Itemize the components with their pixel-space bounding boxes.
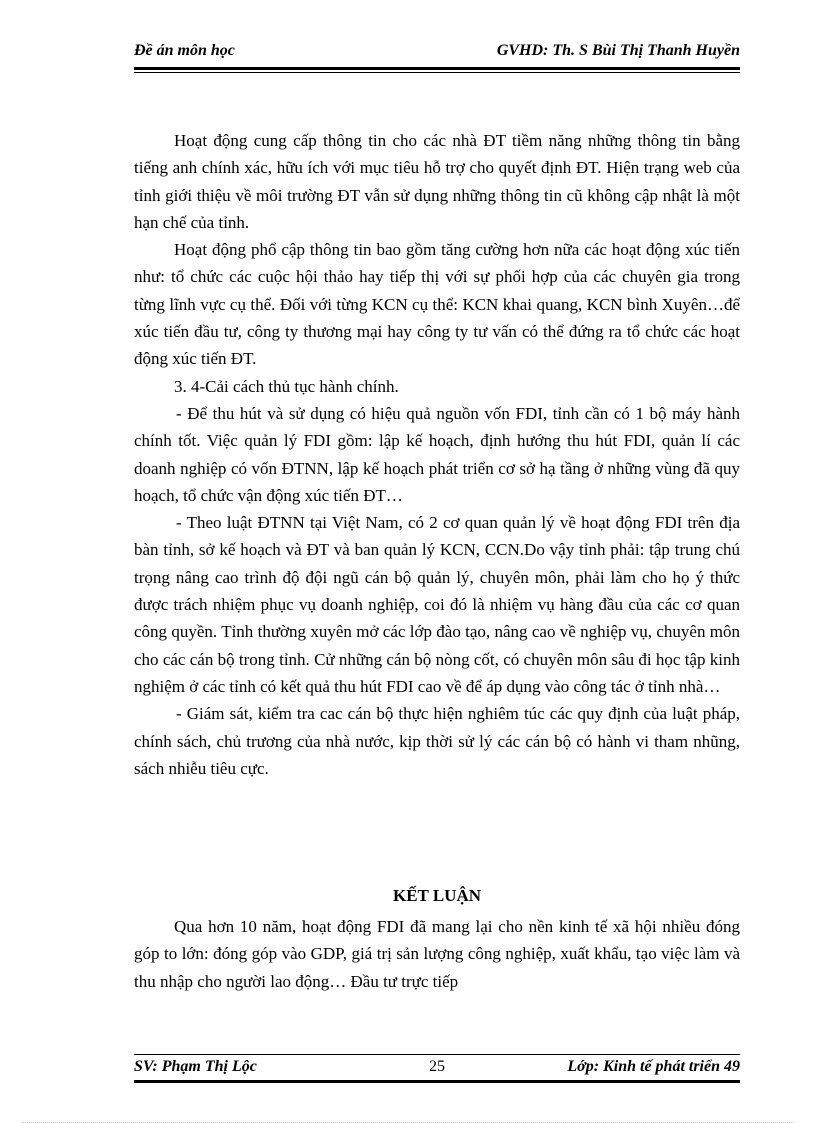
- paragraph-info-provision: Hoạt động cung cấp thông tin cho các nhà ĐT tiềm năng những thông tin bằng tiếng anh chính xác, hữu ích với mục tiêu hỗ trợ cho quyết định ĐT. Hiện trạng web của tỉnh giới thiệu về môi trường ĐT vẫn sử dụng những thông tin cũ không cập nhật là một hạn chế của tỉnh.: [134, 131, 740, 232]
- section-heading: 3. 4-Cải cách thủ tục hành chính.: [174, 376, 399, 396]
- page-footer: [134, 1058, 740, 1080]
- paragraph-fdi-law: - Theo luật ĐTNN tại Việt Nam, có 2 cơ quan quản lý về hoạt động FDI trên địa bàn tỉnh, sở kế hoạch và ĐT và ban quản lý KCN, CCN.Do vậy tỉnh phải: tập trung chú trọng nâng cao trình độ đội ngũ cán bộ quản lý, chuyên môn, phải làm cho họ ý thức được trách nhiệm phục vụ doanh nghiệp, coi đó là nhiệm vụ hàng đầu của các cơ quan công quyền. Tỉnh thường xuyên mở các lớp đào tạo, nâng cao về nghiệp vụ, chuyên môn cho các cán bộ trong tỉnh. Cử những cán bộ nòng cốt, có chuyên môn sâu đi học tập kinh nghiệm ở các tỉnh có kết quả thu hút FDI cao về để áp dụng vào công tác ở tỉnh nhà…: [134, 513, 740, 696]
- conclusion-paragraph: Qua hơn 10 năm, hoạt động FDI đã mang lại cho nền kinh tế xã hội nhiều đóng góp to lớn: đóng góp vào GDP, giá trị sản lượng công nghiệp, xuất khẩu, tạo việc làm và thu nhập cho người lao động… Đầu tư trực tiếp: [134, 917, 740, 991]
- body-text: [134, 127, 740, 782]
- footer-rule: [134, 1080, 740, 1083]
- page-number: 25: [429, 1058, 445, 1075]
- footer-student: SV: Phạm Thị Lộc: [134, 1058, 257, 1075]
- footer-rule-thin: [134, 1054, 740, 1055]
- conclusion-title: KẾT LUẬN: [392, 886, 481, 905]
- header-rule-thin: [134, 72, 740, 73]
- header-advisor: GVHD: Th. S Bùi Thị Thanh Huyền: [496, 42, 740, 59]
- paragraph-admin-apparatus: - Để thu hút và sử dụng có hiệu quả nguồn vốn FDI, tỉnh cần có 1 bộ máy hành chính tốt. Việc quản lý FDI gồm: lập kế hoạch, định hướng thu hút FDI, quản lí các doanh nghiệp có vốn ĐTNN, lập kế hoạch phát triển cơ sở hạ tầng ở những vùng đã quy hoạch, tổ chức vận động xúc tiến ĐT…: [134, 403, 740, 505]
- footer-class: Lớp: Kinh tế phát triển 49: [567, 1058, 740, 1075]
- page-header: [134, 42, 740, 66]
- paragraph-info-promotion: Hoạt động phổ cập thông tin bao gồm tăng cường hơn nữa các hoạt động xúc tiến như: tổ chức các cuộc hội thảo hay tiếp thị với sự phối hợp của các chuyên gia trong từng lĩnh vực cụ thể. Đối với từng KCN cụ thể: KCN khai quang, KCN bình Xuyên…để xúc tiến đầu tư, công ty thương mại hay công ty tư vấn có thể đứng ra tổ chức các hoạt động xúc tiến ĐT.: [134, 240, 740, 369]
- conclusion-body: [134, 913, 740, 995]
- paragraph-supervision: - Giám sát, kiểm tra cac cán bộ thực hiện nghiêm túc các quy định của luật pháp, chính sách, chủ trương của nhà nước, kịp thời sử lý các cán bộ có hành vi tham nhũng, sách nhiễu tiêu cực.: [134, 704, 740, 778]
- header-course: Đề án môn học: [134, 42, 235, 59]
- header-rule: [134, 67, 740, 70]
